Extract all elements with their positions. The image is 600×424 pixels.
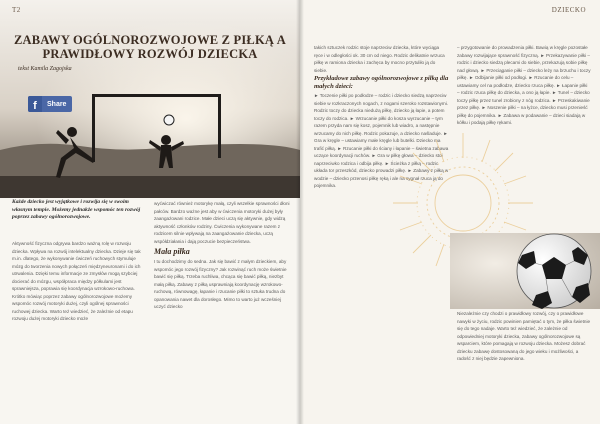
page-number: T2: [12, 6, 21, 14]
share-label: Share: [47, 100, 67, 108]
facebook-share-button[interactable]: [28, 96, 72, 112]
body-column-2-text-a: wyćwiczać również motorykę małą, czyli wszelkie sprawności dłoni pałców. Bardzo ważne jest aby w ćwiczenia motoryki dużej były zaangażowani rodzice. Małe dzieci uczą się aktywnie, gdy widzą aktywność członków rodziny. Ćwiczenia wykonywane razem z rodzicem silnie wpływają na zaangażowanie dziecka, uczą współdziałania i dają poczucie bezpieczeństwa.: [154, 201, 290, 244]
body-column-3-text-a: takich sztuczek rodzic stoje naprzeciw dziecka, które wyciąga ręce i w odległości ok. 30 cm od niego. Rodzic delikatnie wrzuca piłkę w ramiona dziecka i zachęca by mocno przytuliło ją do siebie.: [314, 45, 445, 73]
body-column-2: [154, 200, 290, 422]
section-label: DZIECKO: [551, 6, 586, 14]
article-author: tekst Kamila Zagojska: [18, 66, 72, 72]
article-lead: Każde dziecko jest wyjątkowe i rozwija się w swoim własnym tempie. Możemy jednakże wspomóc ten rozwój poprzez zabawy ogólnorozwojowe.: [12, 199, 141, 221]
body-column-2-text-b: I tu dochodzimy do sedna. Jak się bawić z małym dzieckiem, aby wspomóc jego rozwój fizyczny? Jak rozwinąć ruch może świetnie bawić się piłką. Trzeba ruchliwa, chcąca się bawić piłką, niezbyt małą piłką. Zabawy z piłką usprawniają koordynację wzrokowo-ruchową, równowagę, łapanie i rzucanie piłki to sztuka trudna do opanowania nawet dla dorosłego. Mimo to warto już wcześniej uczyć dziecko: [154, 259, 287, 309]
body-column-4: – przygotowanie do prowadzenia piłki. Bawią w kręgle pozostałe zabawy rozwijające sprawność fizyczną. ► Przekazywanie piłki – rodzic i dziecko siedzą plecami do siebie, przekazują sobie piłkę nad głową. ► Przeciąganie piłki – dziecko leży na brzuchu i toczy piłkę. ► Odbijanie piłki od podłogi. ► Rzucanie do celu – ustawiamy cel na podłodze, dziecko rzuca piłkę. ► Łapanie piłki – rodzic rzuca piłkę do dziecka, a ono ją łapie. ► Tunel – dziecko toczy piłkę przez tunel zrobiony z nóg rodzica. ► Przeskakiwanie przez piłkę. ► Noszenie piłki – na łyżce, dziecko musi przenieść piłkę do pojemnika. ► Zabawa w podawanie – dzieci siadają w kółku i podają piłkę rękami.: [457, 45, 591, 125]
subheading-mala-pilka: Mała piłka: [154, 247, 190, 256]
soccer-ball-image: [450, 233, 600, 309]
spread-gutter: [296, 0, 304, 424]
body-column-3-text-b: ► Toczenie piłki po podłodze – rodzic i dziecko siedzą naprzeciw siebie w rozkraczonych nogach, z nogami szeroko rozstawionymi. Rodzic toczy do dziecka niedużą piłkę, dziecko ją łapie, a potem toczy do rodzica. ► Wrzucanie piłki do kosza wyrzucanie – tym razem przyda nam się kosz, pojemnik lub wiadro, a następnie wrzucamy do nich piłkę. Rodzic pokazuje, a dziecko naśladuje. ► Gra w kręgle – ustawiamy małe kręgle lub butelki. Dziecko ma trafić piłką. ► Rzucanie piłki do ściany i łapanie – świetna zabawa uczące koordynacji ruchów. ► Gra w piłkę głowa – dziecko stoi naprzeciwko rodzica i odbija piłkę. ► Ścieżka z piłką – rodzic układa tor przeszkód, dziecko prowadzi piłkę. ► Zabawy z piłką w wodzie – dziecko przenosi piłkę ręką i ale na sygnał rzuca ją do pojemnika.: [314, 93, 449, 188]
body-column-1: Aktywność fizyczna odgrywa bardzo ważną rolę w rozwoju dziecka. Wpływa na rozwój intelektualny dziecka. Dzieje się tak m.in. dlatego, że wykonywanie ćwiczeń ruchowych stymuluje mózg do tworzenia nowych połączeń międzyneuronami i do ich utrwalenia. Dzięki temu informacje ze zmysłów mogą szybciej docierać do mózgu, współpraca między półkulami jest sprawniejsza, poprawia się koordynacja wzrokowo-ruchowa. Krótko mówiąc poprzez zabawy ogólnorozwojowe możemy wspomóc rozwój motoryki dużej, czyli ogólnej sprawności ruchowej dziecka. Warto też wiedzieć, że zależnie od etapu rozwoju dużej motoryki dziecko może: [12, 241, 141, 321]
body-column-4-bottom: Niezależnie czy chodzi o prawidłowy rozwój, czy o prawidłowe nawyki w życiu, rodzic powinien pamiętać o tym, że piłka świetnie się do tego nadaje. Warto też wiedzieć, że zależnie od odpowiedniej motoryki dziecka, zabawy ogólnorozwojowe są wsparciem, które pomagają w rozwoju dziecka. Możesz dobrać dziecku zabawę dostosowaną do jego wieku i możliwości, a radość z niej będzie zapewniona.: [457, 311, 591, 361]
facebook-icon: f: [28, 96, 42, 112]
article-title: ZABAWY OGÓLNOROZWOJOWE Z PIŁKĄ A PRAWIDŁOWY ROZWÓJ DZIECKA: [14, 33, 286, 61]
subheading-przykladowe-zabawy: Przykładowe zabawy ogólnorozwojowe z piłką dla małych dzieci:: [314, 75, 449, 90]
